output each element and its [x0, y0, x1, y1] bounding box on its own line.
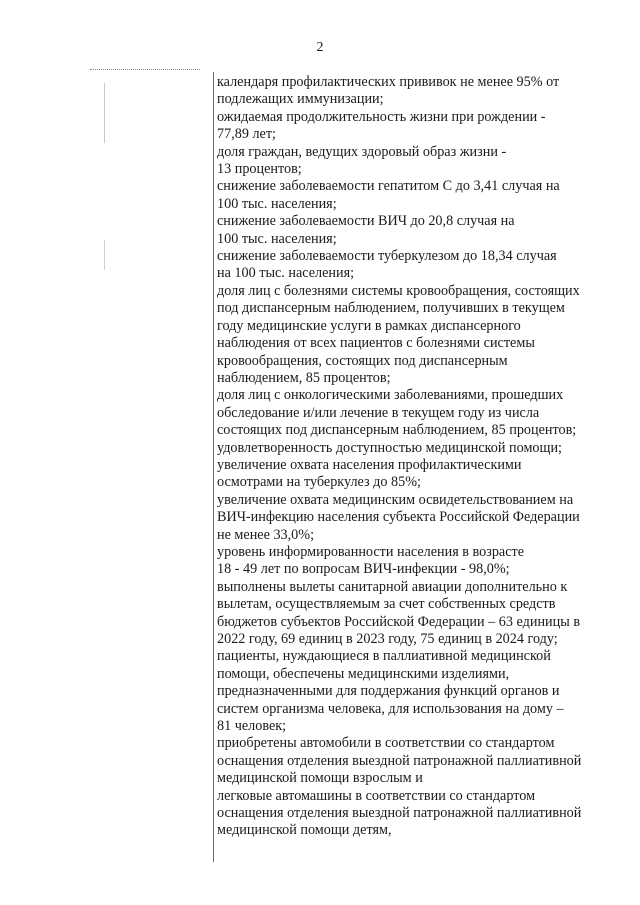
text-line: обследование и/или лечение в текущем году из числа [217, 404, 540, 421]
page-number: 2 [316, 40, 324, 55]
margin-rule [213, 72, 214, 862]
text-line: 77,89 лет; [217, 126, 276, 143]
text-line: 2022 году, 69 единиц в 2023 году, 75 единиц в 2024 году; [217, 631, 558, 647]
document-body [217, 74, 607, 840]
text-line: оснащения отделения выездной патронажной паллиативной [217, 752, 582, 769]
text-line: удовлетворенность доступностью медицинской помощи; [217, 439, 562, 456]
text-line: под диспансерным наблюдением, получивших в текущем [217, 300, 565, 317]
text-line: подлежащих иммунизации; [217, 91, 384, 108]
text-line: доля лиц с онкологическими заболеваниями, прошедших [217, 387, 564, 404]
text-line: ВИЧ-инфекцию населения субъекта Российской Федерации [217, 509, 580, 526]
text-line: состоящих под диспансерным наблюдением, 85 процентов; [217, 422, 577, 439]
text-line: снижение заболеваемости ВИЧ до 20,8 случая на [217, 213, 515, 230]
text-line: предназначенными для поддержания функций органов и [217, 683, 560, 700]
margin-mark [104, 83, 105, 143]
text-line: помощи, обеспечены медицинскими изделиями, [217, 665, 510, 682]
text-line: на 100 тыс. населения; [217, 265, 355, 282]
text-line: 100 тыс. населения; [217, 230, 337, 247]
text-line: систем организма человека, для использования на дому – [217, 700, 564, 717]
text-line: уровень информированности населения в возрасте [217, 543, 525, 560]
text-line: доля граждан, ведущих здоровый образ жизни - [217, 143, 507, 160]
text-line: выполнены вылеты санитарной авиации дополнительно к [217, 578, 568, 595]
text-line: медицинской помощи взрослым и [217, 770, 423, 787]
text-line: снижение заболеваемости гепатитом С до 3,41 случая на [217, 178, 560, 195]
text-line: 81 человек; [217, 718, 287, 735]
text-line: наблюдения от всех пациентов с болезнями системы [217, 335, 535, 352]
margin-mark [90, 69, 200, 72]
text-line: легковые автомашины в соответствии со стандартом [217, 787, 536, 804]
text-line: 18 - 49 лет по вопросам ВИЧ-инфекции - 98,0%; [217, 561, 510, 578]
text-line: ожидаемая продолжительность жизни при рождении - [217, 108, 546, 125]
text-line: кровообращения, состоящих под диспансерным [217, 352, 508, 369]
text-line: не менее 33,0%; [217, 526, 315, 543]
text-line: приобретены автомобили в соответствии со стандартом [217, 735, 555, 752]
text-line: бюджетов субъектов Российской Федерации – 63 единицы в [217, 613, 581, 630]
text-line: оснащения отделения выездной патронажной паллиативной [217, 805, 582, 822]
text-line: году медицинские услуги в рамках диспансерного [217, 317, 521, 334]
text-line: вылетам, осуществляемым за счет собственных средств [217, 596, 556, 613]
text-line: доля лиц с болезнями системы кровообращения, состоящих [217, 282, 580, 299]
text-line: календаря профилактических прививок не менее 95% от [217, 74, 560, 90]
text-line: увеличение охвата населения профилактическими [217, 456, 522, 473]
text-line: снижение заболеваемости туберкулезом до 18,34 случая [217, 248, 557, 265]
text-line: наблюдением, 85 процентов; [217, 369, 391, 386]
margin-mark [104, 240, 105, 270]
text-line: 13 процентов; [217, 161, 302, 178]
text-line: 100 тыс. населения; [217, 195, 337, 212]
text-line: осмотрами на туберкулез до 85%; [217, 474, 421, 491]
text-line: пациенты, нуждающиеся в паллиативной медицинской [217, 648, 551, 665]
text-line: медицинской помощи детям, [217, 822, 392, 839]
text-line: увеличение охвата медицинским освидетельствованием на [217, 491, 574, 508]
